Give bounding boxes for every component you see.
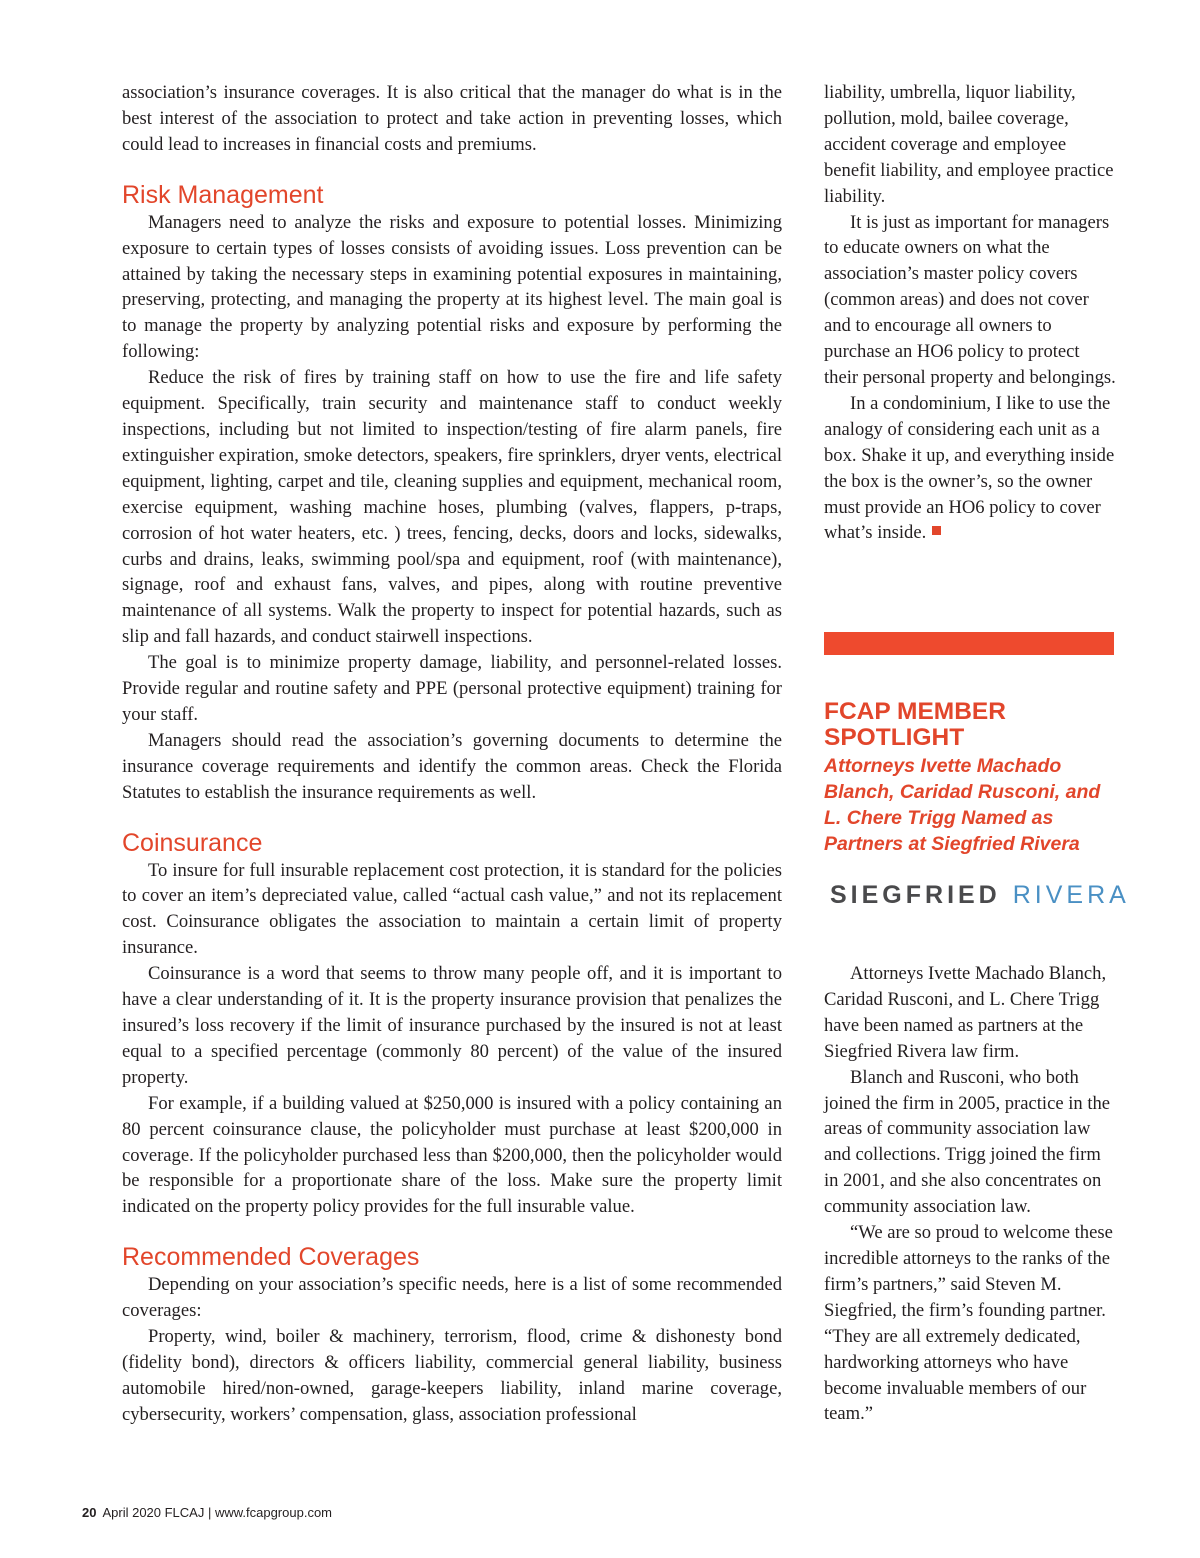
footer-text: April 2020 FLCAJ | www.fcapgroup.com	[102, 1505, 332, 1520]
end-of-article-mark	[932, 526, 941, 535]
risk-paragraph-2: Reduce the risk of fires by training staff on how to use the fire and life safety equipment. Specifically, train security and maintenance staff to conduct weekly inspections, including but not limited to inspection/testing of fire alarm panels, fire extinguisher expiration, smoke detectors, speakers, fire sprinklers, dryer vents, electrical equipment, lighting, carpet and tile, cleaning supplies and equipment, mechanical room, exercise equipment, washing machine hoses, plumbing (valves, flappers, p-traps, corrosion of hot water heaters, etc. ) trees, fencing, decks, doors and locks, sidewalks, curbs and drains, leaks, swimming pool/spa and equipment, roof (with maintenance), signage, roof and exhaust fans, valves, and pipes, along with routine preventive maintenance of all systems. Walk the property to inspect for potential hazards, such as slip and fall hazards, and conduct stairwell inspections.	[122, 367, 782, 648]
page-footer	[82, 1505, 332, 1520]
spotlight-heading-line-2: SPOTLIGHT	[824, 724, 965, 751]
recommended-paragraph-1: Depending on your association’s specific needs, here is a list of some recommended coverages:	[122, 1274, 782, 1322]
page-number: 20	[82, 1505, 97, 1520]
spotlight-divider-bar	[824, 632, 1114, 655]
right-article-column	[824, 80, 1116, 546]
intro-paragraph: association’s insurance coverages. It is also critical that the manager do what is in the best interest of the association to protect and take action in preventing losses, which could lead to increases in financial costs and premiums.	[122, 82, 782, 155]
recommended-coverages-section	[122, 1242, 782, 1427]
member-spotlight-header	[824, 698, 1130, 911]
risk-paragraph-3: The goal is to minimize property damage, liability, and personnel-related losses. Provide regular and routine safety and PPE (personal protective equipment) training for your staff.	[122, 652, 782, 725]
spotlight-paragraph-1: Attorneys Ivette Machado Blanch, Caridad Rusconi, and L. Chere Trigg have been named as partners at the Siegfried Rivera law firm.	[824, 963, 1107, 1062]
spotlight-paragraph-3: “We are so proud to welcome these incredible attorneys to the ranks of the firm’s partners,” said Steven M. Siegfried, the firm’s founding partner. “They are all extremely dedicated, hardworking attorneys who have become invaluable members of our team.”	[824, 1222, 1113, 1425]
coinsurance-heading: Coinsurance	[122, 828, 263, 857]
coinsurance-paragraph-3: For example, if a building valued at $250,000 is insured with a policy containing an 80 percent coinsurance clause, the policyholder must purchase at least $200,000 in coverage. If the policyholder purchased less than $200,000, then the policyholder would be responsible for a proportionate share of the loss. Make sure the property limit indicated on the property policy provides for the full insurable value.	[122, 1092, 782, 1218]
main-article-column	[122, 80, 782, 1428]
right-paragraph-3-text: In a condominium, I like to use the analogy of considering each unit as a box. Shake it up, and everything inside the box is the owner’s, so the owner must provide an HO6 policy to cover what’s inside.	[824, 392, 1115, 544]
coinsurance-section	[122, 828, 782, 1221]
spotlight-subheading: Attorneys Ivette Machado Blanch, Caridad Rusconi, and L. Chere Trigg Named as Partners at Siegfried Rivera	[824, 755, 1101, 855]
risk-paragraph-1: Managers need to analyze the risks and exposure to potential losses. Minimizing exposure to certain types of losses consists of avoiding issues. Loss prevention can be attained by taking the necessary steps in examining potential exposures in maintaining, preserving, protecting, and managing the property at its highest level. The main goal is to manage the property by analyzing potential risks and exposure by performing the following:	[122, 211, 782, 363]
risk-management-section	[122, 180, 782, 806]
right-paragraph-3	[824, 391, 1116, 546]
right-paragraph-1: liability, umbrella, liquor liability, pollution, mold, bailee coverage, accident coverage and employee benefit liability, and employee practice liability.	[824, 82, 1114, 207]
recommended-paragraph-2: Property, wind, boiler & machinery, terrorism, flood, crime & dishonesty bond (fidelity bond), directors & officers liability, commercial general liability, business automobile hired/non-owned, garage-keepers liability, inland marine coverage, cybersecurity, workers’ compensation, glass, association professional	[122, 1326, 782, 1425]
logo-text-rivera: RIVERA	[1012, 880, 1130, 909]
coinsurance-paragraph-2: Coinsurance is a word that seems to throw many people off, and it is important to have a clear understanding of it. It is the property insurance provision that penalizes the insured’s loss recovery if the limit of insurance purchased by the insured is not at least equal to a specified percentage (commonly 80 percent) of the value of the insured property.	[122, 963, 782, 1088]
risk-paragraph-4: Managers should read the association’s governing documents to determine the insurance coverage requirements and identify the common areas. Check the Florida Statutes to establish the insurance requirements as well.	[122, 729, 782, 803]
logo-text-siegfried: SIEGFRIED	[830, 880, 1001, 909]
coinsurance-paragraph-1: To insure for full insurable replacement cost protection, it is standard for the policies to cover an item’s depreciated value, called “actual cash value,” and not its replacement cost. Coinsurance obligates the association to maintain a certain limit of property insurance.	[122, 859, 782, 959]
spotlight-heading-line-1: FCAP MEMBER	[824, 698, 1006, 725]
spotlight-body	[824, 961, 1116, 1427]
recommended-coverages-heading: Recommended Coverages	[122, 1243, 420, 1272]
spotlight-paragraph-2: Blanch and Rusconi, who both joined the firm in 2005, practice in the areas of community association law and collections. Trigg joined the firm in 2001, and she also concentrates on community association law.	[824, 1066, 1111, 1218]
right-paragraph-2: It is just as important for managers to educate owners on what the association’s master policy covers (common areas) and does not cover and to encourage all owners to purchase an HO6 policy to protect their personal property and belongings.	[824, 211, 1116, 388]
risk-management-heading: Risk Management	[122, 180, 324, 209]
siegfried-rivera-logo	[830, 879, 1130, 911]
